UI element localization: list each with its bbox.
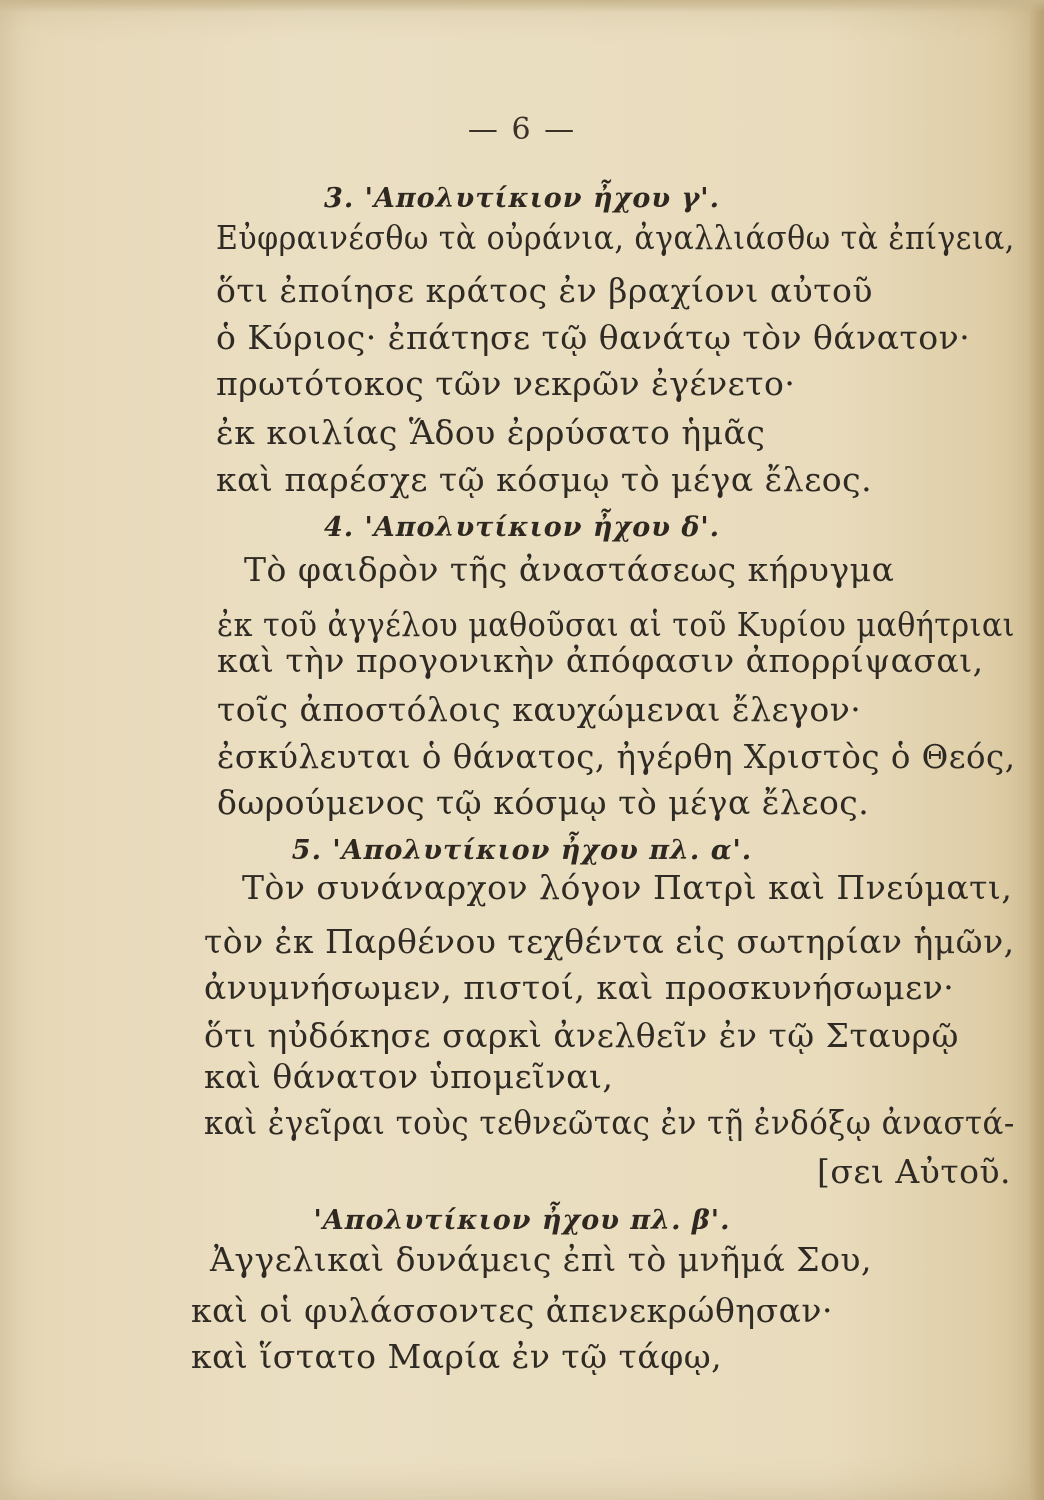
text-line: ἀνυμνήσωμεν, πιστοί, καὶ προσκυνήσωμεν·: [204, 968, 955, 1007]
section-heading-3: 3. 'Απολυτίκιον ἦχου γ'.: [324, 183, 720, 214]
text-line: τὸν ἐκ Παρθένου τεχθέντα εἰς σωτηρίαν ἡμῶν,: [204, 922, 1015, 961]
text-line: τοῖς ἀποστόλοις καυχώμεναι ἔλεγον·: [217, 690, 862, 729]
text-line: καὶ οἱ φυλάσσοντες ἀπενεκρώθησαν·: [191, 1291, 833, 1330]
text-line: δωρούμενος τῷ κόσμῳ τὸ μέγα ἔλεος.: [217, 783, 870, 822]
section-heading-4: 4. 'Απολυτίκιον ἦχου δ'.: [323, 512, 721, 543]
text-line: πρωτότοκος τῶν νεκρῶν ἐγένετο·: [216, 364, 796, 403]
page-edge: [1030, 0, 1044, 1500]
text-line: Τὸν συνάναρχον λόγον Πατρὶ καὶ Πνεύματι,: [242, 868, 1013, 907]
page-top-shadow: [0, 0, 1044, 12]
text-line: ὁ Κύριος· ἐπάτησε τῷ θανάτῳ τὸν θάνατον·: [216, 318, 971, 357]
text-line: Εὐφραινέσθω τὰ οὐράνια, ἀγαλλιάσθω τὰ ἐπίγεια,: [216, 218, 1015, 257]
text-line: ὅτι ἐποίησε κράτος ἐν βραχίονι αὐτοῦ: [216, 271, 873, 310]
text-line: ἐκ τοῦ ἀγγέλου μαθοῦσαι αἱ τοῦ Κυρίου μαθήτριαι: [217, 605, 1015, 644]
text-line: Ἀγγελικαὶ δυνάμεις ἐπὶ τὸ μνῆμά Σου,: [210, 1240, 872, 1279]
text-line: ἐσκύλευται ὁ θάνατος, ἠγέρθη Χριστὸς ὁ Θεός,: [217, 737, 1016, 776]
text-line: καὶ ἵστατο Μαρία ἐν τῷ τάφῳ,: [191, 1337, 723, 1376]
text-line: ὅτι ηὐδόκησε σαρκὶ ἀνελθεῖν ἐν τῷ Σταυρῷ: [204, 1016, 959, 1055]
text-line: [σει Αὐτοῦ.: [817, 1152, 1011, 1191]
text-line: καὶ τὴν προγονικὴν ἀπόφασιν ἀπορρίψασαι,: [217, 641, 984, 680]
text-line: καὶ ἐγεῖραι τοὺς τεθνεῶτας ἐν τῇ ἐνδόξῳ ἀναστά-: [204, 1103, 1015, 1142]
text-line: ἐκ κοιλίας Ἅδου ἐρρύσατο ἡμᾶς: [216, 413, 766, 452]
text-line: καὶ θάνατον ὑπομεῖναι,: [204, 1057, 614, 1096]
text-line: καὶ παρέσχε τῷ κόσμῳ τὸ μέγα ἔλεος.: [216, 460, 873, 499]
section-heading-5: 5. 'Απολυτίκιον ἦχου πλ. α'.: [291, 835, 753, 866]
page-number: — 6 —: [467, 112, 577, 147]
text-line: Τὸ φαιδρὸν τῆς ἀναστάσεως κήρυγμα: [244, 550, 895, 589]
section-heading-6: 'Απολυτίκιον ἦχου πλ. β'.: [313, 1205, 731, 1236]
